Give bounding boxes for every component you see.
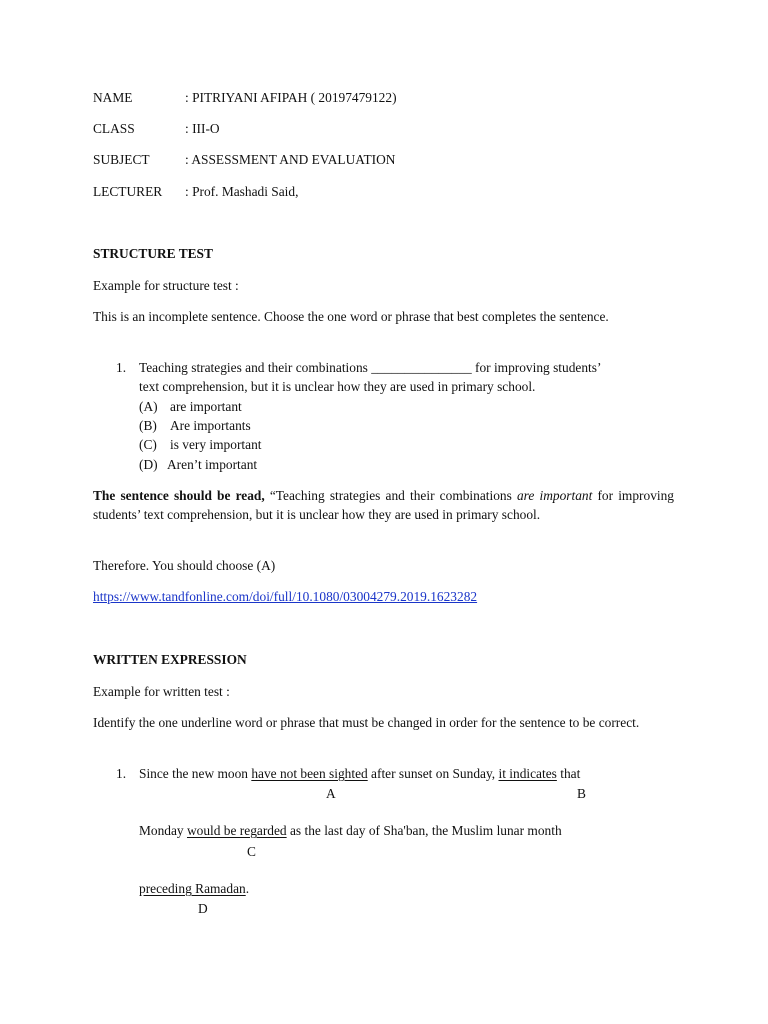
underline-b: it indicates: [498, 766, 557, 781]
subject-label: SUBJECT: [93, 152, 150, 167]
class-value: : III-O: [185, 121, 220, 136]
option-d-letter: (D): [139, 457, 158, 472]
lecturer-label: LECTURER: [93, 184, 163, 199]
answer-bold: The sentence should be read,: [93, 488, 265, 503]
option-c-letter: (C): [139, 437, 157, 452]
option-c-text: is very important: [170, 437, 262, 452]
written-line2: [139, 821, 562, 840]
written-line2-text-b: as the last day of Sha'ban, the Muslim lunar month: [286, 823, 562, 838]
underline-d: preceding Ramadan: [139, 881, 246, 896]
marker-d: D: [198, 901, 208, 916]
source-link[interactable]: https://www.tandfonline.com/doi/full/10.1080/03004279.2019.1623282: [93, 589, 478, 604]
written-example: Example for written test :: [93, 684, 230, 699]
written-instruction: Identify the one underline word or phrase that must be changed in order for the sentence to be correct.: [93, 715, 640, 730]
lecturer-value: : Prof. Mashadi Said,: [185, 184, 299, 199]
marker-a: A: [326, 786, 336, 801]
subject-value: : ASSESSMENT AND EVALUATION: [185, 152, 396, 167]
therefore-text: Therefore. You should choose (A): [93, 558, 276, 573]
marker-c: C: [247, 844, 256, 859]
structure-heading: STRUCTURE TEST: [93, 246, 213, 261]
answer-explanation: [93, 486, 674, 524]
answer-post: for improving students’ text comprehension, but it is unclear how they are used in primary school.: [93, 488, 674, 522]
underline-a: have not been sighted: [251, 766, 368, 781]
option-a-letter: (A): [139, 399, 158, 414]
option-d-text: Aren’t important: [167, 457, 258, 472]
class-label: CLASS: [93, 121, 135, 136]
option-c: [139, 435, 262, 454]
name-label: NAME: [93, 90, 133, 105]
answer-pre: “Teaching strategies and their combinations: [264, 488, 517, 503]
marker-b: B: [577, 786, 586, 801]
name-value: : PITRIYANI AFIPAH ( 20197479122): [185, 90, 397, 105]
option-a-text: are important: [170, 399, 242, 414]
underline-c: would be regarded: [186, 823, 287, 838]
written-heading: WRITTEN EXPRESSION: [93, 652, 247, 667]
written-line1-text-b: after sunset on Sunday,: [367, 766, 499, 781]
option-a: [139, 397, 242, 416]
structure-question-line2: text comprehension, but it is unclear how they are used in primary school.: [139, 379, 536, 394]
option-d: [139, 455, 257, 474]
written-line1-text-c: that: [556, 766, 581, 781]
option-b-text: Are importants: [170, 418, 251, 433]
structure-instruction: This is an incomplete sentence. Choose the one word or phrase that best completes the sentence.: [93, 309, 609, 324]
written-question-number: 1.: [116, 766, 127, 781]
written-line3-text-b: .: [245, 881, 250, 896]
written-line3: [139, 879, 249, 898]
written-line1: [139, 764, 580, 783]
written-line1-text-a: Since the new moon: [139, 766, 252, 781]
option-b: [139, 416, 251, 435]
structure-question-number: 1.: [116, 360, 127, 375]
written-line2-text-a: Monday: [139, 823, 187, 838]
structure-example: Example for structure test :: [93, 278, 239, 293]
structure-question-line1: Teaching strategies and their combinations _______________ for improving students’: [139, 360, 602, 375]
option-b-letter: (B): [139, 418, 157, 433]
answer-italic: are important: [516, 488, 593, 503]
